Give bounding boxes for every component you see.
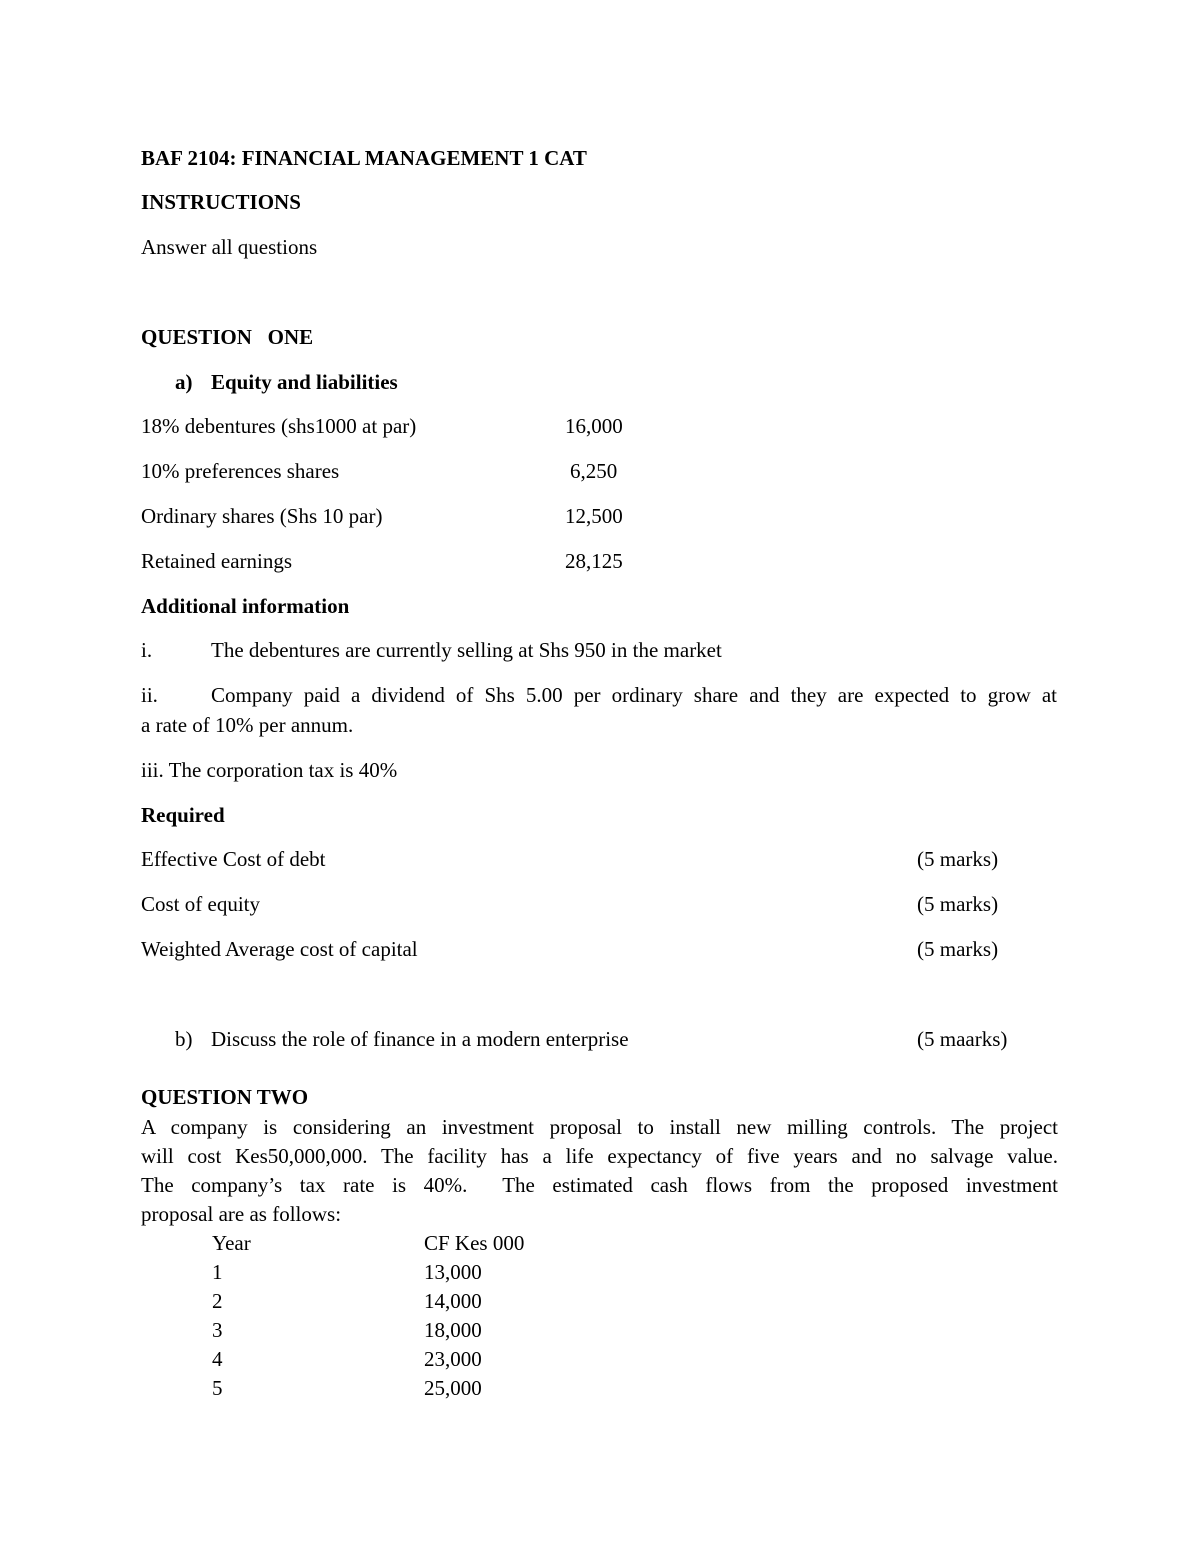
- question-two-heading: QUESTION TWO: [141, 1085, 309, 1109]
- list-item-text: Company paid a dividend of Shs 5.00 per ordinary share and they are expected to grow at: [211, 683, 1057, 707]
- table-cell-cf: 13,000: [424, 1260, 482, 1284]
- required-item-marks: (5 marks): [917, 937, 999, 961]
- instructions-text: Answer all questions: [141, 235, 318, 259]
- required-item-label: Cost of equity: [141, 892, 260, 916]
- equity-item-value: 12,500: [565, 504, 623, 528]
- table-header-year: Year: [212, 1231, 251, 1255]
- equity-item-label: 10% preferences shares: [141, 459, 340, 483]
- required-item-marks: (5 marks): [917, 847, 999, 871]
- required-heading: Required: [141, 803, 225, 827]
- paragraph-line: proposal are as follows:: [141, 1202, 342, 1226]
- additional-info-heading: Additional information: [141, 594, 350, 618]
- table-cell-cf: 25,000: [424, 1376, 482, 1400]
- part-b-marks: (5 maarks): [917, 1027, 1008, 1051]
- paragraph-line: The company’s tax rate is 40%. The estimated cash flows from the proposed investment: [141, 1173, 1058, 1197]
- required-item-label: Weighted Average cost of capital: [141, 937, 418, 961]
- table-cell-year: 3: [212, 1318, 223, 1342]
- paragraph-line: will cost Kes50,000,000. The facility has a life expectancy of five years and no salvage value.: [141, 1144, 1058, 1168]
- table-cell-cf: 23,000: [424, 1347, 482, 1371]
- question-one-heading: QUESTION ONE: [141, 325, 314, 349]
- table-cell-year: 5: [212, 1376, 223, 1400]
- list-item-text-continued: a rate of 10% per annum.: [141, 713, 354, 737]
- table-cell-year: 2: [212, 1289, 223, 1313]
- equity-item-label: 18% debentures (shs1000 at par): [141, 414, 417, 438]
- part-a-title: Equity and liabilities: [211, 370, 398, 394]
- equity-item-value: 28,125: [565, 549, 623, 573]
- equity-item-value: 6,250: [570, 459, 618, 483]
- table-cell-year: 4: [212, 1347, 223, 1371]
- document-title: BAF 2104: FINANCIAL MANAGEMENT 1 CAT: [141, 146, 587, 170]
- equity-item-label: Retained earnings: [141, 549, 293, 573]
- part-a-marker: a): [175, 370, 193, 394]
- table-cell-cf: 18,000: [424, 1318, 482, 1342]
- equity-item-label: Ordinary shares (Shs 10 par): [141, 504, 383, 528]
- paragraph-line: A company is considering an investment proposal to install new milling controls. The project: [141, 1115, 1058, 1139]
- instructions-heading: INSTRUCTIONS: [141, 190, 301, 214]
- table-cell-year: 1: [212, 1260, 223, 1284]
- table-header-cf: CF Kes 000: [424, 1231, 525, 1255]
- list-number: ii.: [141, 683, 158, 707]
- part-b-text: Discuss the role of finance in a modern enterprise: [211, 1027, 629, 1051]
- list-item-text: iii. The corporation tax is 40%: [141, 758, 398, 782]
- list-number: i.: [141, 638, 153, 662]
- required-item-marks: (5 marks): [917, 892, 999, 916]
- table-cell-cf: 14,000: [424, 1289, 482, 1313]
- list-item-text: The debentures are currently selling at Shs 950 in the market: [211, 638, 722, 662]
- required-item-label: Effective Cost of debt: [141, 847, 326, 871]
- equity-item-value: 16,000: [565, 414, 623, 438]
- part-b-marker: b): [175, 1027, 193, 1051]
